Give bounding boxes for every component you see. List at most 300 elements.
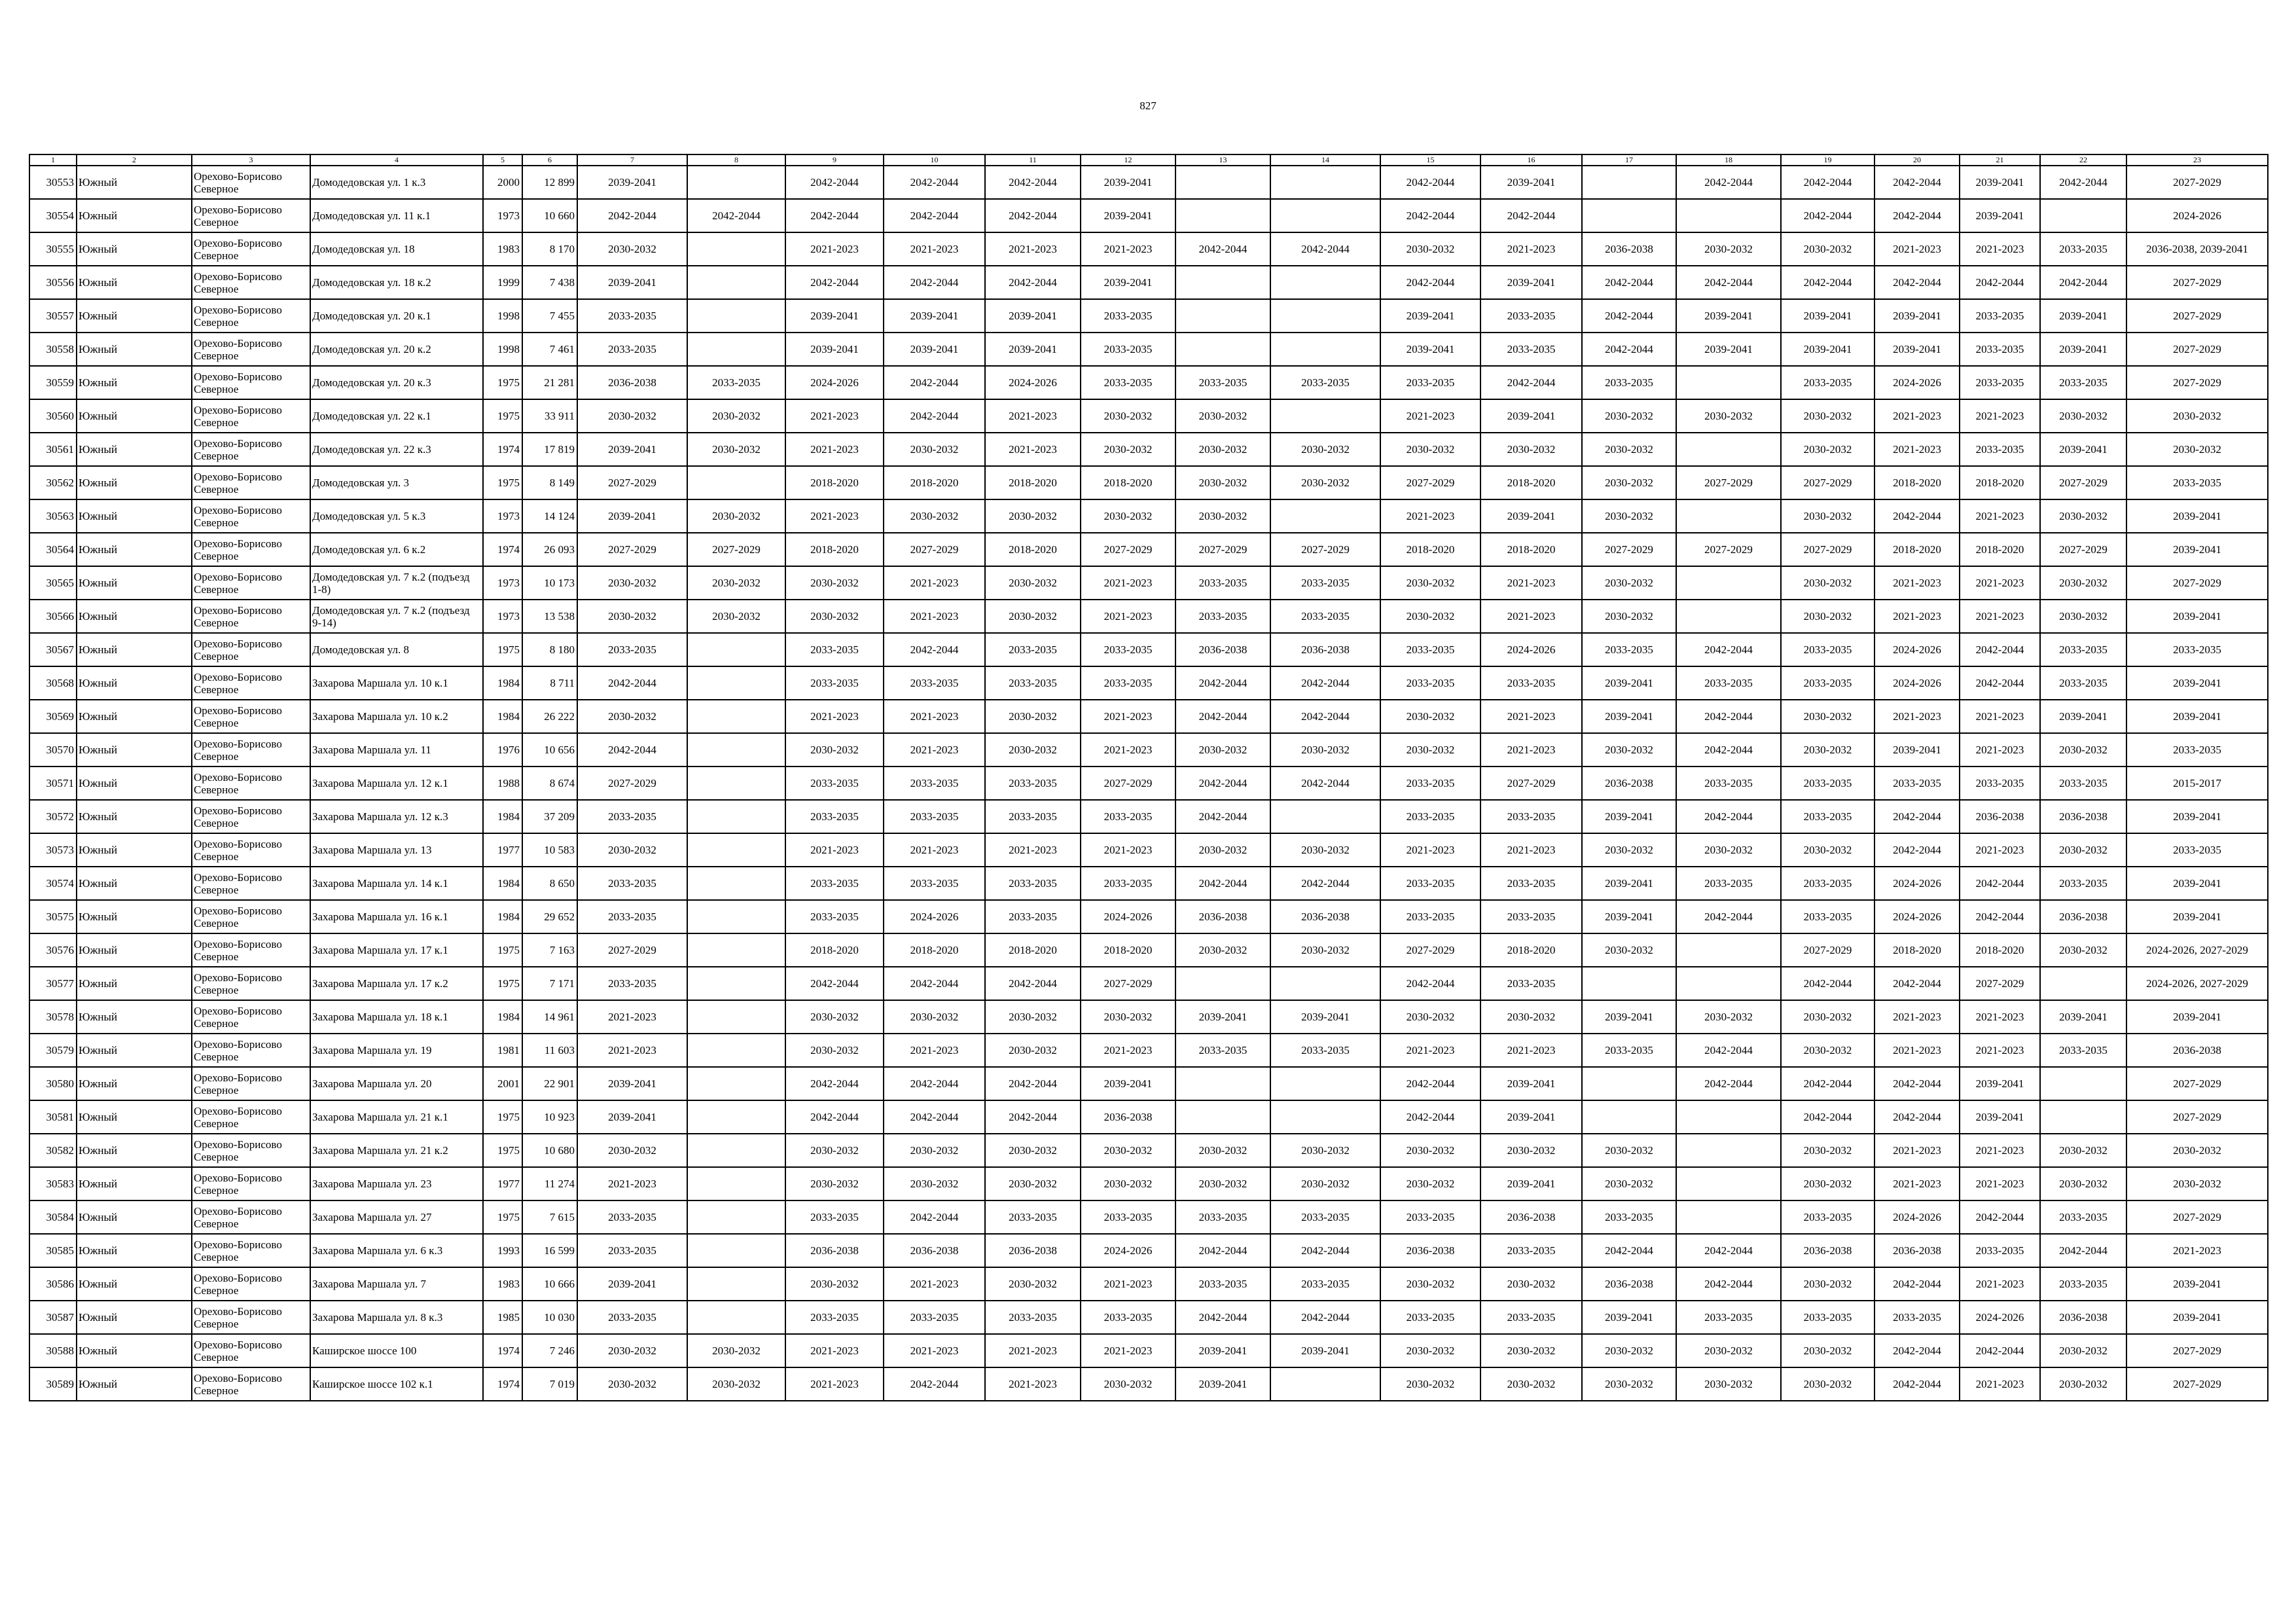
- table-cell: 1984: [483, 1000, 522, 1034]
- table-cell: 30577: [29, 967, 77, 1000]
- table-row: [29, 1367, 2268, 1401]
- column-header: 14: [1270, 154, 1380, 166]
- table-cell: Захарова Маршала ул. 11: [310, 733, 483, 767]
- table-cell: 2030-2032: [2040, 1167, 2126, 1200]
- table-cell: 30560: [29, 399, 77, 433]
- table-cell: 2036-2038: [1582, 767, 1676, 800]
- table-cell: 16 599: [522, 1234, 577, 1267]
- table-cell: 2030-2032: [1380, 733, 1480, 767]
- table-cell: 2021-2023: [1081, 733, 1175, 767]
- column-header: 13: [1175, 154, 1270, 166]
- table-cell: Южный: [77, 433, 192, 466]
- table-cell: 2033-2035: [1960, 299, 2040, 333]
- table-cell: Орехово-Борисово Северное: [192, 166, 310, 199]
- table-cell: Захарова Маршала ул. 27: [310, 1200, 483, 1234]
- table-cell: 2042-2044: [1676, 800, 1781, 833]
- table-cell: 2039-2041: [2040, 1000, 2126, 1034]
- table-cell: 2021-2023: [1960, 232, 2040, 266]
- table-cell: [687, 833, 785, 867]
- table-cell: 2042-2044: [577, 666, 687, 700]
- table-cell: 2039-2041: [2126, 666, 2268, 700]
- table-cell: Южный: [77, 199, 192, 232]
- table-cell: 2036-2038: [2126, 1034, 2268, 1067]
- table-cell: 2033-2035: [785, 900, 884, 933]
- table-cell: 26 093: [522, 533, 577, 566]
- table-cell: 2042-2044: [1270, 1234, 1380, 1267]
- table-cell: Орехово-Борисово Северное: [192, 700, 310, 733]
- table-cell: [687, 733, 785, 767]
- table-cell: 2030-2032: [1270, 833, 1380, 867]
- table-cell: 1984: [483, 666, 522, 700]
- table-cell: 2033-2035: [1582, 633, 1676, 666]
- table-cell: 14 961: [522, 1000, 577, 1034]
- table-cell: 2027-2029: [1081, 767, 1175, 800]
- table-cell: 2033-2035: [2040, 633, 2126, 666]
- table-cell: 2033-2035: [985, 633, 1081, 666]
- table-cell: 2042-2044: [1270, 867, 1380, 900]
- table-cell: 2030-2032: [884, 1134, 985, 1167]
- table-cell: [687, 1067, 785, 1100]
- table-cell: 2030-2032: [1582, 833, 1676, 867]
- table-cell: 30559: [29, 366, 77, 399]
- table-cell: 2030-2032: [577, 700, 687, 733]
- table-cell: 2030-2032: [1781, 700, 1874, 733]
- table-cell: Южный: [77, 533, 192, 566]
- table-row: [29, 1000, 2268, 1034]
- table-cell: 2030-2032: [1081, 1000, 1175, 1034]
- table-cell: 2021-2023: [1960, 1167, 2040, 1200]
- table-cell: 2033-2035: [1380, 1200, 1480, 1234]
- header-row: [29, 154, 2268, 166]
- table-row: [29, 232, 2268, 266]
- table-cell: 1975: [483, 933, 522, 967]
- table-cell: Захарова Маршала ул. 8 к.3: [310, 1301, 483, 1334]
- table-cell: [687, 1301, 785, 1334]
- table-cell: 2030-2032: [1781, 1334, 1874, 1367]
- table-cell: 8 180: [522, 633, 577, 666]
- table-cell: 2033-2035: [1081, 1200, 1175, 1234]
- table-cell: 2042-2044: [1480, 199, 1582, 232]
- table-cell: 2039-2041: [1582, 800, 1676, 833]
- table-cell: 2024-2026: [1480, 633, 1582, 666]
- table-cell: 2030-2032: [785, 733, 884, 767]
- table-cell: 37 209: [522, 800, 577, 833]
- table-cell: 2030-2032: [985, 1167, 1081, 1200]
- table-cell: [1270, 266, 1380, 299]
- table-cell: 2042-2044: [1380, 1067, 1480, 1100]
- column-header: 18: [1676, 154, 1781, 166]
- column-header: 22: [2040, 154, 2126, 166]
- table-cell: 2042-2044: [1960, 266, 2040, 299]
- table-cell: 2030-2032: [884, 1167, 985, 1200]
- table-cell: 2030-2032: [1270, 1167, 1380, 1200]
- table-cell: 2042-2044: [1380, 266, 1480, 299]
- table-cell: 2033-2035: [1582, 1034, 1676, 1067]
- table-cell: 2027-2029: [577, 533, 687, 566]
- table-cell: 2033-2035: [1781, 767, 1874, 800]
- table-cell: 17 819: [522, 433, 577, 466]
- table-cell: 2033-2035: [1175, 1200, 1270, 1234]
- table-cell: 7 246: [522, 1334, 577, 1367]
- table-cell: 2030-2032: [1081, 499, 1175, 533]
- table-cell: 2030-2032: [577, 600, 687, 633]
- table-cell: 12 899: [522, 166, 577, 199]
- table-cell: 2039-2041: [577, 1067, 687, 1100]
- table-cell: 2042-2044: [1380, 199, 1480, 232]
- table-cell: 2030-2032: [1175, 1167, 1270, 1200]
- table-cell: 2021-2023: [1960, 833, 2040, 867]
- table-cell: 2021-2023: [884, 232, 985, 266]
- table-cell: [687, 867, 785, 900]
- table-cell: Орехово-Борисово Северное: [192, 633, 310, 666]
- table-cell: 2042-2044: [1676, 266, 1781, 299]
- table-cell: 2039-2041: [1874, 733, 1960, 767]
- table-cell: 2033-2035: [1480, 1234, 1582, 1267]
- table-cell: 2042-2044: [2040, 166, 2126, 199]
- table-cell: 2033-2035: [1480, 299, 1582, 333]
- table-cell: 2024-2026: [1874, 666, 1960, 700]
- table-cell: Южный: [77, 800, 192, 833]
- table-cell: 2036-2038: [2040, 900, 2126, 933]
- table-cell: Захарова Маршала ул. 16 к.1: [310, 900, 483, 933]
- table-cell: Южный: [77, 366, 192, 399]
- table-cell: 2033-2035: [1781, 867, 1874, 900]
- table-cell: 2042-2044: [1874, 266, 1960, 299]
- table-cell: 10 030: [522, 1301, 577, 1334]
- table-row: [29, 666, 2268, 700]
- table-row: [29, 833, 2268, 867]
- table-cell: Орехово-Борисово Северное: [192, 600, 310, 633]
- table-cell: 2033-2035: [785, 867, 884, 900]
- table-cell: 2030-2032: [1270, 733, 1380, 767]
- table-cell: Южный: [77, 333, 192, 366]
- table-cell: 2033-2035: [1270, 1034, 1380, 1067]
- table-cell: 30553: [29, 166, 77, 199]
- table-cell: 2039-2041: [2126, 700, 2268, 733]
- table-cell: 2042-2044: [1781, 1067, 1874, 1100]
- table-cell: 30567: [29, 633, 77, 666]
- table-cell: Южный: [77, 466, 192, 499]
- table-cell: [1175, 199, 1270, 232]
- table-cell: [1175, 266, 1270, 299]
- table-cell: 2027-2029: [577, 466, 687, 499]
- table-cell: 2042-2044: [1960, 1334, 2040, 1367]
- table-cell: Орехово-Борисово Северное: [192, 1301, 310, 1334]
- table-cell: 2021-2023: [785, 499, 884, 533]
- table-cell: 2021-2023: [1960, 700, 2040, 733]
- table-cell: 2033-2035: [2040, 1200, 2126, 1234]
- table-cell: 2018-2020: [1380, 533, 1480, 566]
- table-cell: 2033-2035: [1480, 800, 1582, 833]
- table-cell: Южный: [77, 299, 192, 333]
- table-cell: 1998: [483, 333, 522, 366]
- table-row: [29, 600, 2268, 633]
- table-cell: 2042-2044: [1676, 1067, 1781, 1100]
- table-cell: 2030-2032: [2040, 933, 2126, 967]
- table-cell: 29 652: [522, 900, 577, 933]
- table-cell: 2018-2020: [785, 466, 884, 499]
- column-header: 17: [1582, 154, 1676, 166]
- column-header: 6: [522, 154, 577, 166]
- table-cell: 2039-2041: [577, 266, 687, 299]
- table-cell: 2024-2026: [1081, 900, 1175, 933]
- table-cell: 2033-2035: [1781, 1200, 1874, 1234]
- table-cell: 2030-2032: [1582, 566, 1676, 600]
- column-header: 4: [310, 154, 483, 166]
- table-cell: 2018-2020: [1480, 466, 1582, 499]
- table-cell: Южный: [77, 1134, 192, 1167]
- table-cell: 2039-2041: [1874, 333, 1960, 366]
- table-cell: 2024-2026: [1874, 900, 1960, 933]
- table-cell: Южный: [77, 1301, 192, 1334]
- table-cell: 2039-2041: [2040, 700, 2126, 733]
- table-cell: 2042-2044: [884, 366, 985, 399]
- table-cell: 2030-2032: [1380, 700, 1480, 733]
- table-cell: 1981: [483, 1034, 522, 1067]
- table-cell: Орехово-Борисово Северное: [192, 533, 310, 566]
- table-cell: 2042-2044: [785, 1067, 884, 1100]
- table-cell: 2042-2044: [1874, 199, 1960, 232]
- table-row: [29, 1034, 2268, 1067]
- table-cell: 2033-2035: [1960, 433, 2040, 466]
- table-cell: 2030-2032: [1582, 933, 1676, 967]
- table-cell: 2030-2032: [1480, 433, 1582, 466]
- table-cell: Захарова Маршала ул. 21 к.1: [310, 1100, 483, 1134]
- table-cell: 1984: [483, 867, 522, 900]
- column-header: 23: [2126, 154, 2268, 166]
- table-cell: 2030-2032: [687, 1367, 785, 1401]
- table-cell: 2021-2023: [1480, 700, 1582, 733]
- table-cell: 2030-2032: [1175, 466, 1270, 499]
- table-cell: Орехово-Борисово Северное: [192, 900, 310, 933]
- table-cell: 2033-2035: [1175, 366, 1270, 399]
- table-cell: 2042-2044: [1874, 1334, 1960, 1367]
- table-cell: 2030-2032: [1081, 1167, 1175, 1200]
- table-cell: 2033-2035: [1960, 767, 2040, 800]
- table-cell: Южный: [77, 733, 192, 767]
- table-cell: Орехово-Борисово Северное: [192, 333, 310, 366]
- table-row: [29, 900, 2268, 933]
- table-cell: 2042-2044: [1960, 900, 2040, 933]
- table-cell: 2039-2041: [884, 299, 985, 333]
- table-cell: 2042-2044: [1175, 700, 1270, 733]
- table-cell: 30573: [29, 833, 77, 867]
- table-cell: [1270, 299, 1380, 333]
- table-cell: 2042-2044: [1270, 1301, 1380, 1334]
- table-cell: Орехово-Борисово Северное: [192, 466, 310, 499]
- table-cell: 2039-2041: [1676, 299, 1781, 333]
- table-cell: 2033-2035: [577, 900, 687, 933]
- table-cell: 2030-2032: [1270, 433, 1380, 466]
- table-cell: [1270, 199, 1380, 232]
- column-header: 8: [687, 154, 785, 166]
- table-cell: 2030-2032: [2040, 566, 2126, 600]
- table-cell: 2027-2029: [577, 933, 687, 967]
- table-cell: Южный: [77, 600, 192, 633]
- table-cell: 2033-2035: [1081, 800, 1175, 833]
- table-cell: 2036-2038: [1175, 633, 1270, 666]
- table-cell: 2033-2035: [2040, 1034, 2126, 1067]
- table-cell: 2018-2020: [1081, 933, 1175, 967]
- table-row: [29, 366, 2268, 399]
- table-cell: 30587: [29, 1301, 77, 1334]
- table-cell: 10 923: [522, 1100, 577, 1134]
- table-row: [29, 433, 2268, 466]
- table-cell: 2042-2044: [1781, 967, 1874, 1000]
- table-cell: 2042-2044: [884, 199, 985, 232]
- table-row: [29, 466, 2268, 499]
- table-cell: 2033-2035: [2040, 1267, 2126, 1301]
- table-cell: [687, 1167, 785, 1200]
- table-row: [29, 266, 2268, 299]
- table-cell: 10 173: [522, 566, 577, 600]
- table-cell: 10 656: [522, 733, 577, 767]
- table-cell: [687, 666, 785, 700]
- table-cell: 2024-2026: [1960, 1301, 2040, 1334]
- table-cell: 2030-2032: [1380, 566, 1480, 600]
- table-cell: 2030-2032: [785, 600, 884, 633]
- table-cell: 7 438: [522, 266, 577, 299]
- table-cell: 2033-2035: [577, 333, 687, 366]
- table-cell: 2030-2032: [687, 399, 785, 433]
- table-cell: 2033-2035: [577, 1234, 687, 1267]
- table-cell: 2033-2035: [785, 1301, 884, 1334]
- table-cell: 2030-2032: [985, 700, 1081, 733]
- table-cell: 2042-2044: [1582, 333, 1676, 366]
- table-cell: 2021-2023: [1480, 833, 1582, 867]
- table-cell: 2018-2020: [785, 933, 884, 967]
- table-cell: 2033-2035: [687, 366, 785, 399]
- table-cell: 2033-2035: [985, 800, 1081, 833]
- table-cell: 2039-2041: [1081, 166, 1175, 199]
- table-cell: 2021-2023: [1081, 600, 1175, 633]
- table-cell: 2042-2044: [1676, 700, 1781, 733]
- table-cell: 1975: [483, 967, 522, 1000]
- table-cell: 8 149: [522, 466, 577, 499]
- table-cell: 2033-2035: [577, 299, 687, 333]
- table-cell: 2042-2044: [1781, 266, 1874, 299]
- table-cell: [687, 466, 785, 499]
- table-cell: 2033-2035: [985, 1301, 1081, 1334]
- table-cell: [1676, 199, 1781, 232]
- table-cell: 2042-2044: [1960, 1200, 2040, 1234]
- table-cell: 2039-2041: [2126, 1267, 2268, 1301]
- table-cell: [687, 1234, 785, 1267]
- table-cell: Орехово-Борисово Северное: [192, 666, 310, 700]
- table-cell: 2021-2023: [1874, 1034, 1960, 1067]
- table-cell: 2030-2032: [1480, 1367, 1582, 1401]
- table-cell: 2021-2023: [1960, 566, 2040, 600]
- table-cell: 2030-2032: [577, 232, 687, 266]
- table-cell: 2039-2041: [884, 333, 985, 366]
- table-cell: 1973: [483, 600, 522, 633]
- table-cell: 30580: [29, 1067, 77, 1100]
- table-row: [29, 1167, 2268, 1200]
- table-row: [29, 533, 2268, 566]
- table-cell: 2042-2044: [687, 199, 785, 232]
- table-cell: 2036-2038: [1582, 1267, 1676, 1301]
- table-cell: [1676, 1200, 1781, 1234]
- table-cell: 2042-2044: [785, 266, 884, 299]
- table-cell: 2030-2032: [1582, 1134, 1676, 1167]
- table-cell: 30582: [29, 1134, 77, 1167]
- table-cell: 30579: [29, 1034, 77, 1067]
- table-cell: 2030-2032: [1380, 1334, 1480, 1367]
- table-cell: 2042-2044: [1270, 700, 1380, 733]
- table-cell: 2042-2044: [1582, 1234, 1676, 1267]
- table-cell: Домодедовская ул. 8: [310, 633, 483, 666]
- table-cell: Домодедовская ул. 6 к.2: [310, 533, 483, 566]
- table-cell: Орехово-Борисово Северное: [192, 867, 310, 900]
- table-cell: Орехово-Борисово Северное: [192, 232, 310, 266]
- table-cell: 2018-2020: [1874, 466, 1960, 499]
- table-cell: 2024-2026: [1874, 1200, 1960, 1234]
- table-cell: 2042-2044: [1874, 499, 1960, 533]
- table-cell: 2042-2044: [1175, 666, 1270, 700]
- table-row: [29, 800, 2268, 833]
- table-cell: 2042-2044: [1676, 733, 1781, 767]
- table-row: [29, 767, 2268, 800]
- table-cell: 2033-2035: [1781, 800, 1874, 833]
- table-cell: Южный: [77, 1167, 192, 1200]
- table-cell: 2030-2032: [1781, 1167, 1874, 1200]
- column-header: 7: [577, 154, 687, 166]
- table-cell: [687, 933, 785, 967]
- table-cell: 2033-2035: [1676, 767, 1781, 800]
- table-cell: 2030-2032: [1081, 433, 1175, 466]
- table-cell: Захарова Маршала ул. 19: [310, 1034, 483, 1067]
- table-cell: 2033-2035: [1676, 867, 1781, 900]
- table-cell: 2039-2041: [1582, 900, 1676, 933]
- table-cell: Домодедовская ул. 3: [310, 466, 483, 499]
- table-cell: 2042-2044: [1582, 299, 1676, 333]
- table-cell: 1999: [483, 266, 522, 299]
- table-cell: [1270, 1100, 1380, 1134]
- table-cell: [1175, 967, 1270, 1000]
- table-cell: [1270, 333, 1380, 366]
- table-cell: 2021-2023: [1960, 499, 2040, 533]
- table-cell: 2033-2035: [2126, 633, 2268, 666]
- table-cell: 2030-2032: [687, 433, 785, 466]
- table-cell: 2036-2038, 2039-2041: [2126, 232, 2268, 266]
- table-cell: 2036-2038: [785, 1234, 884, 1267]
- table-cell: 2039-2041: [1582, 666, 1676, 700]
- table-cell: 2033-2035: [1270, 1200, 1380, 1234]
- table-cell: 2042-2044: [985, 967, 1081, 1000]
- table-cell: 2036-2038: [2040, 800, 2126, 833]
- table-cell: 2042-2044: [1676, 166, 1781, 199]
- table-cell: Орехово-Борисово Северное: [192, 1167, 310, 1200]
- table-cell: 2039-2041: [985, 333, 1081, 366]
- table-cell: Орехово-Борисово Северное: [192, 833, 310, 867]
- table-body: [29, 166, 2268, 1401]
- table-cell: 2027-2029: [1270, 533, 1380, 566]
- table-cell: 30562: [29, 466, 77, 499]
- table-cell: 2030-2032: [577, 399, 687, 433]
- table-cell: 7 455: [522, 299, 577, 333]
- table-cell: Каширское шоссе 102 к.1: [310, 1367, 483, 1401]
- table-cell: 2021-2023: [785, 700, 884, 733]
- table-cell: 2027-2029: [1676, 533, 1781, 566]
- table-cell: 2021-2023: [1380, 399, 1480, 433]
- table-cell: 2042-2044: [1781, 1100, 1874, 1134]
- table-cell: 2024-2026, 2027-2029: [2126, 933, 2268, 967]
- table-cell: 2033-2035: [1781, 900, 1874, 933]
- table-cell: 1976: [483, 733, 522, 767]
- table-cell: 2042-2044: [1874, 166, 1960, 199]
- table-cell: 2021-2023: [985, 833, 1081, 867]
- table-cell: Южный: [77, 633, 192, 666]
